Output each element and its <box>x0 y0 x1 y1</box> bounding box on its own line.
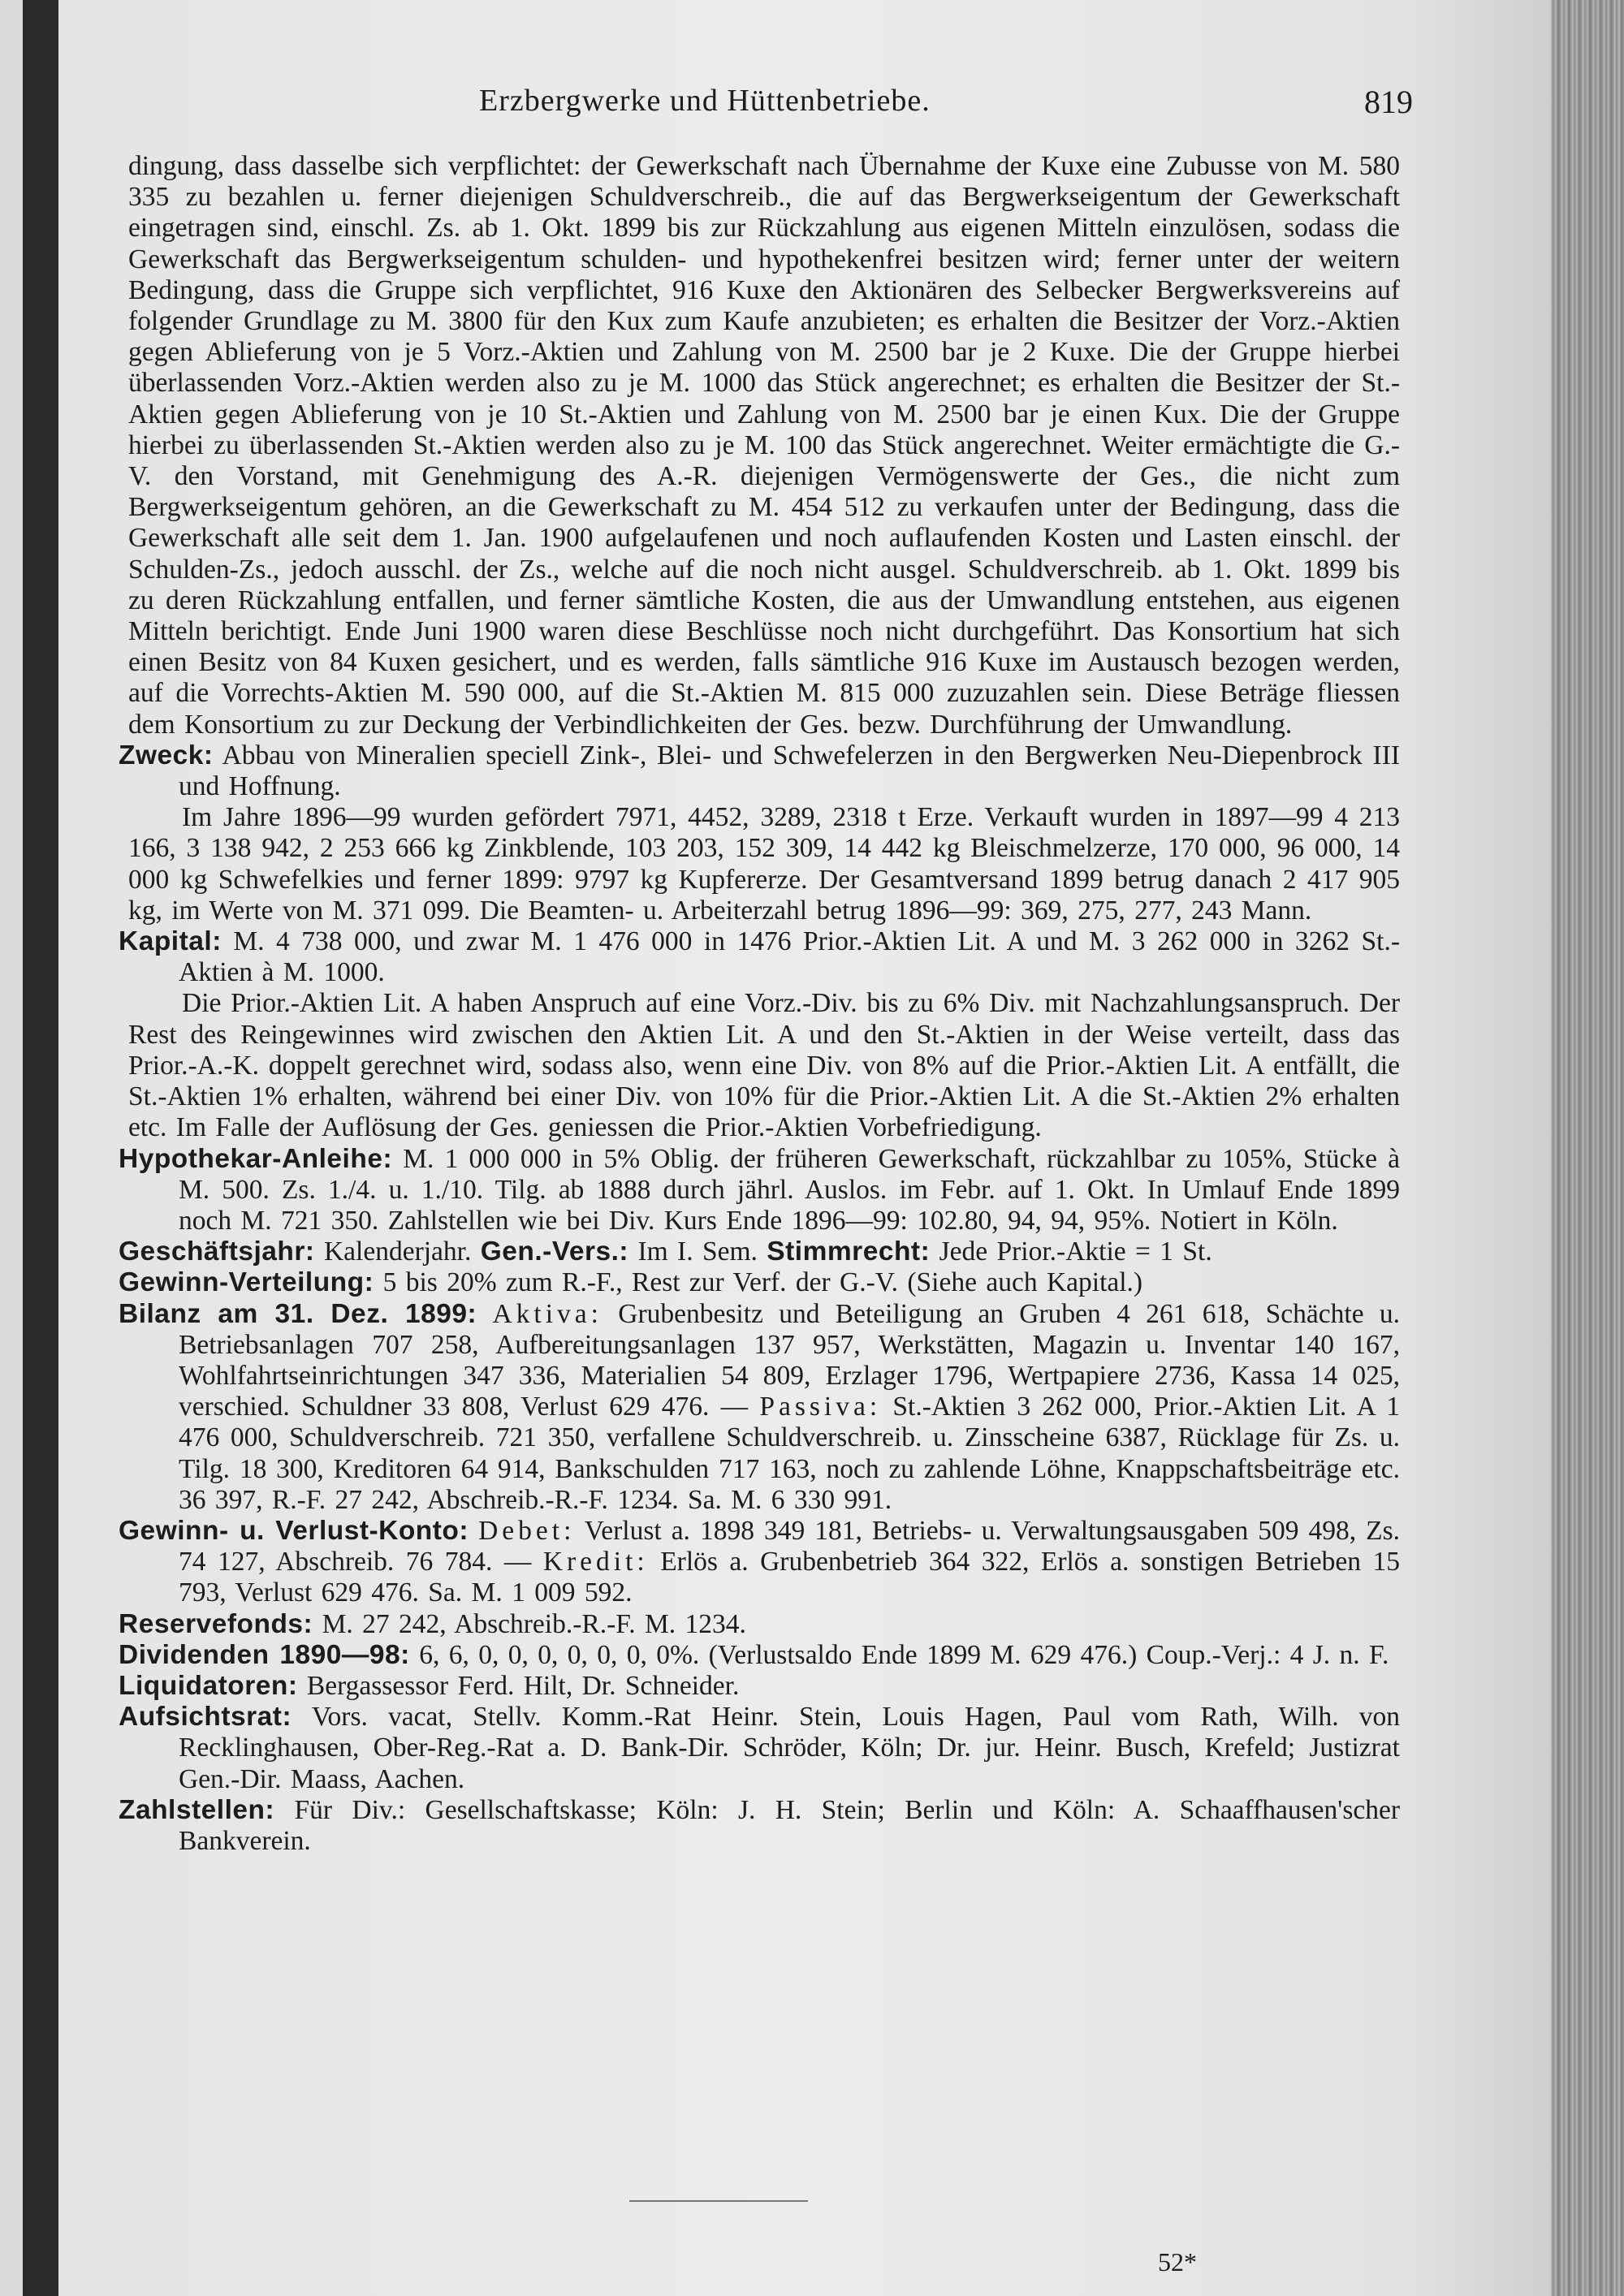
entry-gewinn-verlust-konto <box>119 1515 1401 1609</box>
entry-geschaeftsjahr <box>119 1236 1400 1267</box>
paragraph-intro: dingung, dass dasselbe sich verpflichtet: der Gewerkschaft nach Übernahme der Kuxe eine Zubusse von M. 580 335 zu bezahlen u. ferner diejenigen Schuldverschreib., die auf das Bergwerkseigentum der Gewerkschaft eingetragen sind, einschl. Zs. ab 1. Okt. 1899 bis zur Rückzahlung aus eigenen Mitteln einzulösen, sodass die Gewerkschaft das Bergwerkseigentum schulden- und hypothekenfrei besitzen wird; ferner unter der weitern Bedingung, dass die Gruppe sich verpflichtet, 916 Kuxe den Aktionären des Selbecker Bergwerksvereins auf folgender Grundlage zu M. 3800 für den Kux zum Kaufe anzubieten; es erhalten die Besitzer der Vorz.-Aktien gegen Ablieferung von je 5 Vorz.-Aktien und Zahlung von M. 2500 bar je 2 Kuxe. Die der Gruppe hierbei überlassenden Vorz.-Aktien werden also zu je M. 1000 das Stück angerechnet; es erhalten die Besitzer der St.-Aktien gegen Ablieferung von je 10 St.-Aktien und Zahlung von M. 2500 bar je einen Kux. Die der Gruppe hierbei zu überlassenden St.-Aktien werden also zu je M. 100 das Stück angerechnet. Weiter ermächtigte die G.-V. den Vorstand, mit Genehmigung des A.-R. diejenigen Vermögenswerte der Ges., die nicht zum Bergwerkseigentum gehören, an die Gewerkschaft zu M. 454 512 zu verkaufen unter der Bedingung, dass die Gewerkschaft alle seit dem 1. Jan. 1900 aufgelaufenen und noch auflaufenden Kosten und Lasten einschl. der Schulden-Zs., jedoch ausschl. der Zs., welche auf die noch nicht ausgel. Schuldverschreib. ab 1. Okt. 1899 bis zu deren Rückzahlung entfallen, und ferner sämtliche Kosten, die aus der Umwandlung entstehen, aus eigenen Mitteln berichtigt. Ende Juni 1900 waren diese Beschlüsse noch nicht durchgeführt. Das Konsortium hat sich einen Besitz von 84 Kuxen gesichert, und es werden, falls sämtliche 916 Kuxe im Austausch bezogen werden, auf die Vorrechts-Aktien M. 590 000, auf die St.-Aktien M. 815 000 zuzuzahlen sein. Diese Beträge fliessen dem Konsortium zu zur Deckung der Verbindlichkeiten der Ges. bezw. Durchführung der Umwandlung. <box>128 151 1400 740</box>
entry-reservefonds <box>119 1608 1400 1640</box>
label-kapital: Kapital: <box>119 926 222 957</box>
text-debet: Verlust a. 1898 349 181, Betriebs- u. Verwaltungsausgaben 509 498, Zs. 74 127, Abschreib. 76 784. — <box>179 1515 1401 1577</box>
text-zweck: Abbau von Mineralien speciell Zink-, Blei- und Schwefelerzen in den Bergwerken Neu-Diepenbrock III und Hoffnung. <box>179 740 1401 802</box>
label-geschaeftsjahr: Geschäftsjahr: <box>119 1236 315 1267</box>
text-aktiva: Grubenbesitz und Beteiligung an Gruben 4 261 618, Schächte u. Betriebsanlagen 707 258, Aufbereitungsanlagen 137 957, Werkstätten, Magazin u. Inventar 140 167, Wohlfahrtseinrichtungen 347 336, Materialien 54 809, Erzlager 1796, Wertpapiere 2736, Kassa 14 025, verschied. Schuldner 33 808, Verlust 629 476. — <box>179 1298 1400 1422</box>
page-number: 819 <box>1364 84 1413 120</box>
entry-hypothekar-anleihe <box>119 1143 1401 1237</box>
text-liquidatoren: Bergassessor Ferd. Hilt, Dr. Schneider. <box>306 1670 740 1701</box>
page-header <box>122 83 1413 123</box>
sheet-signature: 52* <box>1158 2247 1197 2277</box>
label-passiva: Passiva: <box>759 1392 882 1422</box>
text-hypothekar-anleihe: M. 1 000 000 in 5% Oblig. der früheren Gewerkschaft, rückzahlbar zu 105%, Stücke à M. 500. Zs. 1./4. u. 1./10. Tilg. ab 1888 durch jährl. Auslos. im Febr. auf 1. Okt. In Umlauf Ende 1899 noch M. 721 350. Zahlstellen wie bei Div. Kurs Ende 1896—99: 102.80, 94, 94, 95%. Notiert in Köln. <box>179 1143 1401 1236</box>
text-dividenden: 6, 6, 0, 0, 0, 0, 0, 0, 0%. (Verlustsaldo Ende 1899 M. 629 476.) Coup.-Verj.: 4 J. n. F. <box>419 1639 1389 1670</box>
label-reservefonds: Reservefonds: <box>119 1608 313 1639</box>
label-zahlstellen: Zahlstellen: <box>119 1794 275 1825</box>
footer-rule <box>629 2200 808 2202</box>
entry-kapital <box>119 926 1401 988</box>
entry-gewinn-verteilung <box>119 1267 1400 1298</box>
paragraph-prior-aktien: Die Prior.-Aktien Lit. A haben Anspruch auf eine Vorz.-Div. bis zu 6% Div. mit Nachzahlungsanspruch. Der Rest des Reingewinnes wird zwischen den Aktien Lit. A und den St.-Aktien in der Weise verteilt, dass das Prior.-A.-K. doppelt gerechnet wird, sodass also, wenn eine Div. von 8% auf die Prior.-Aktien Lit. A entfällt, die St.-Aktien 1% erhalten, während bei einer Div. von 10% für die Prior.-Aktien Lit. A die St.-Aktien 2% erhalten etc. Im Falle der Auflösung der Ges. geniessen die Prior.-Aktien Vorbefriedigung. <box>128 988 1400 1143</box>
entry-aufsichtsrat <box>119 1702 1400 1795</box>
text-zahlstellen: Für Div.: Gesellschaftskasse; Köln: J. H. Stein; Berlin und Köln: A. Schaaffhausen'scher Bankverein. <box>179 1794 1400 1856</box>
label-zweck: Zweck: <box>119 740 214 770</box>
entry-dividenden <box>119 1639 1400 1671</box>
binding-edge <box>23 0 58 2296</box>
label-dividenden: Dividenden 1890—98: <box>119 1639 410 1670</box>
running-head: Erzbergwerke und Hüttenbetriebe. <box>479 84 931 118</box>
label-gewinn-verteilung: Gewinn-Verteilung: <box>119 1267 374 1298</box>
text-passiva: St.-Aktien 3 262 000, Prior.-Aktien Lit. A 1 476 000, Schuldverschreib. 721 350, verfallene Schuldverschreib. u. Zinsscheine 6387, Rücklage für Zs. u. Tilg. 18 300, Kreditoren 64 914, Bankschulden 717 163, noch zu zahlende Löhne, Knappschaftsbeiträge etc. 36 397, R.-F. 27 242, Abschreib.-R.-F. 1234. Sa. M. 6 330 991. <box>179 1392 1400 1515</box>
label-debet: Debet: <box>478 1515 576 1546</box>
label-bilanz: Bilanz am 31. Dez. 1899: <box>119 1298 477 1329</box>
text-stimmrecht: Jede Prior.-Aktie = 1 St. <box>939 1236 1212 1267</box>
label-liquidatoren: Liquidatoren: <box>119 1670 298 1701</box>
entry-bilanz <box>119 1298 1400 1516</box>
label-gen-vers: Gen.-Vers.: <box>480 1236 629 1267</box>
text-gewinn-verteilung: 5 bis 20% zum R.-F., Rest zur Verf. der G.-V. (Siehe auch Kapital.) <box>382 1267 1143 1298</box>
entry-liquidatoren <box>119 1670 1400 1702</box>
label-stimmrecht: Stimmrecht: <box>767 1236 931 1267</box>
label-aufsichtsrat: Aufsichtsrat: <box>119 1702 292 1733</box>
label-aktiva: Aktiva: <box>492 1298 603 1329</box>
page-edge <box>1551 0 1624 2296</box>
text-geschaeftsjahr: Kalenderjahr. <box>323 1236 472 1267</box>
text-kredit: Erlös a. Grubenbetrieb 364 322, Erlös a. sonstigen Betrieben 15 793, Verlust 629 476. Sa. M. 1 009 592. <box>179 1547 1401 1608</box>
entry-zahlstellen <box>119 1794 1400 1857</box>
text-kapital: M. 4 738 000, und zwar M. 1 476 000 in 1476 Prior.-Aktien Lit. A und M. 3 262 000 in 3262 St.-Aktien à M. 1000. <box>179 926 1401 988</box>
text-aufsichtsrat: Vors. vacat, Stellv. Komm.-Rat Heinr. Stein, Louis Hagen, Paul vom Rath, Wilh. von Recklinghausen, Ober-Reg.-Rat a. D. Bank-Dir. Schröder, Köln; Dr. jur. Heinr. Busch, Krefeld; Justizrat Gen.-Dir. Maass, Aachen. <box>179 1702 1400 1794</box>
label-gewinn-verlust-konto: Gewinn- u. Verlust-Konto: <box>119 1515 469 1546</box>
paragraph-production: Im Jahre 1896—99 wurden gefördert 7971, 4452, 3289, 2318 t Erze. Verkauft wurden in 1897—99 4 213 166, 3 138 942, 2 253 666 kg Zinkblende, 103 203, 152 309, 14 442 kg Bleischmelzerze, 170 000, 96 000, 14 000 kg Schwefelkies und ferner 1899: 9797 kg Kupfererze. Der Gesamtversand 1899 betrug danach 2 417 905 kg, im Werte von M. 371 099. Die Beamten- u. Arbeiterzahl betrug 1896—99: 369, 275, 277, 243 Mann. <box>128 802 1400 926</box>
text-reservefonds: M. 27 242, Abschreib.-R.-F. M. 1234. <box>322 1608 746 1639</box>
text-gen-vers: Im I. Sem. <box>637 1236 758 1267</box>
label-kredit: Kredit: <box>542 1547 649 1577</box>
entry-zweck <box>119 740 1401 802</box>
label-hypothekar-anleihe: Hypothekar-Anleihe: <box>119 1143 393 1174</box>
body-text <box>119 151 1401 1857</box>
